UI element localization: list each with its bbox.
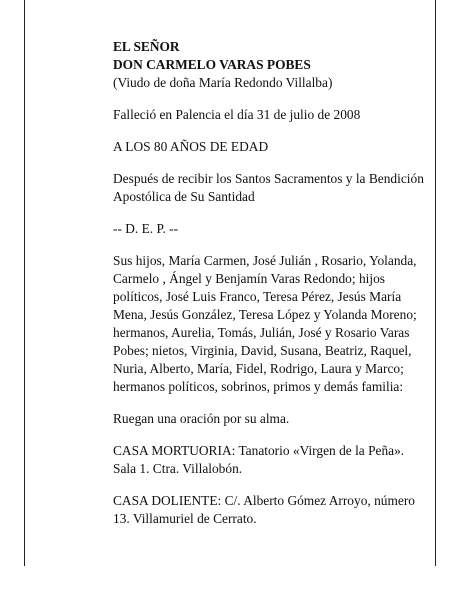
- widower-subtitle: (Viudo de doña María Redondo Villalba): [113, 75, 333, 90]
- rip-statement: -- D. E. P. --: [113, 221, 179, 236]
- sacraments-statement: Después de recibir los Santos Sacramentos y la Bendición Apostólica de Su Santidad: [113, 171, 424, 204]
- mortuary-house: CASA MORTUORIA: Tanatorio «Virgen de la Peña». Sala 1. Ctra. Villalobón.: [113, 443, 405, 476]
- age-statement: A LOS 80 AÑOS DE EDAD: [113, 139, 269, 154]
- obituary-notice: [113, 38, 425, 542]
- mourning-house: CASA DOLIENTE: C/. Alberto Gómez Arroyo, número 13. Villamuriel de Cerrato.: [113, 493, 415, 526]
- heading-block: [113, 38, 425, 92]
- family-paragraph: Sus hijos, María Carmen, José Julián , Rosario, Yolanda, Carmelo , Ángel y Benjamín Varas Redondo; hijos políticos, José Luis Franco, Teresa Pérez, Jesús María Mena, Jesús González, Teresa López y Yolanda Moreno; hermanos, Aurelia, Tomás, Julián, José y Rosario Varas Pobes; nietos, Virginia, David, Susana, Beatriz, Raquel, Nuria, Alberto, María, Fidel, Rodrigo, Laura y Marco; hermanos políticos, sobrinos, primos y demás familia:: [113, 253, 417, 394]
- prayer-request: Ruegan una oración por su alma.: [113, 411, 290, 426]
- deceased-name: DON CARMELO VARAS POBES: [113, 57, 311, 72]
- title-line-1: EL SEÑOR: [113, 39, 180, 54]
- death-statement: Falleció en Palencia el día 31 de julio de 2008: [113, 107, 361, 122]
